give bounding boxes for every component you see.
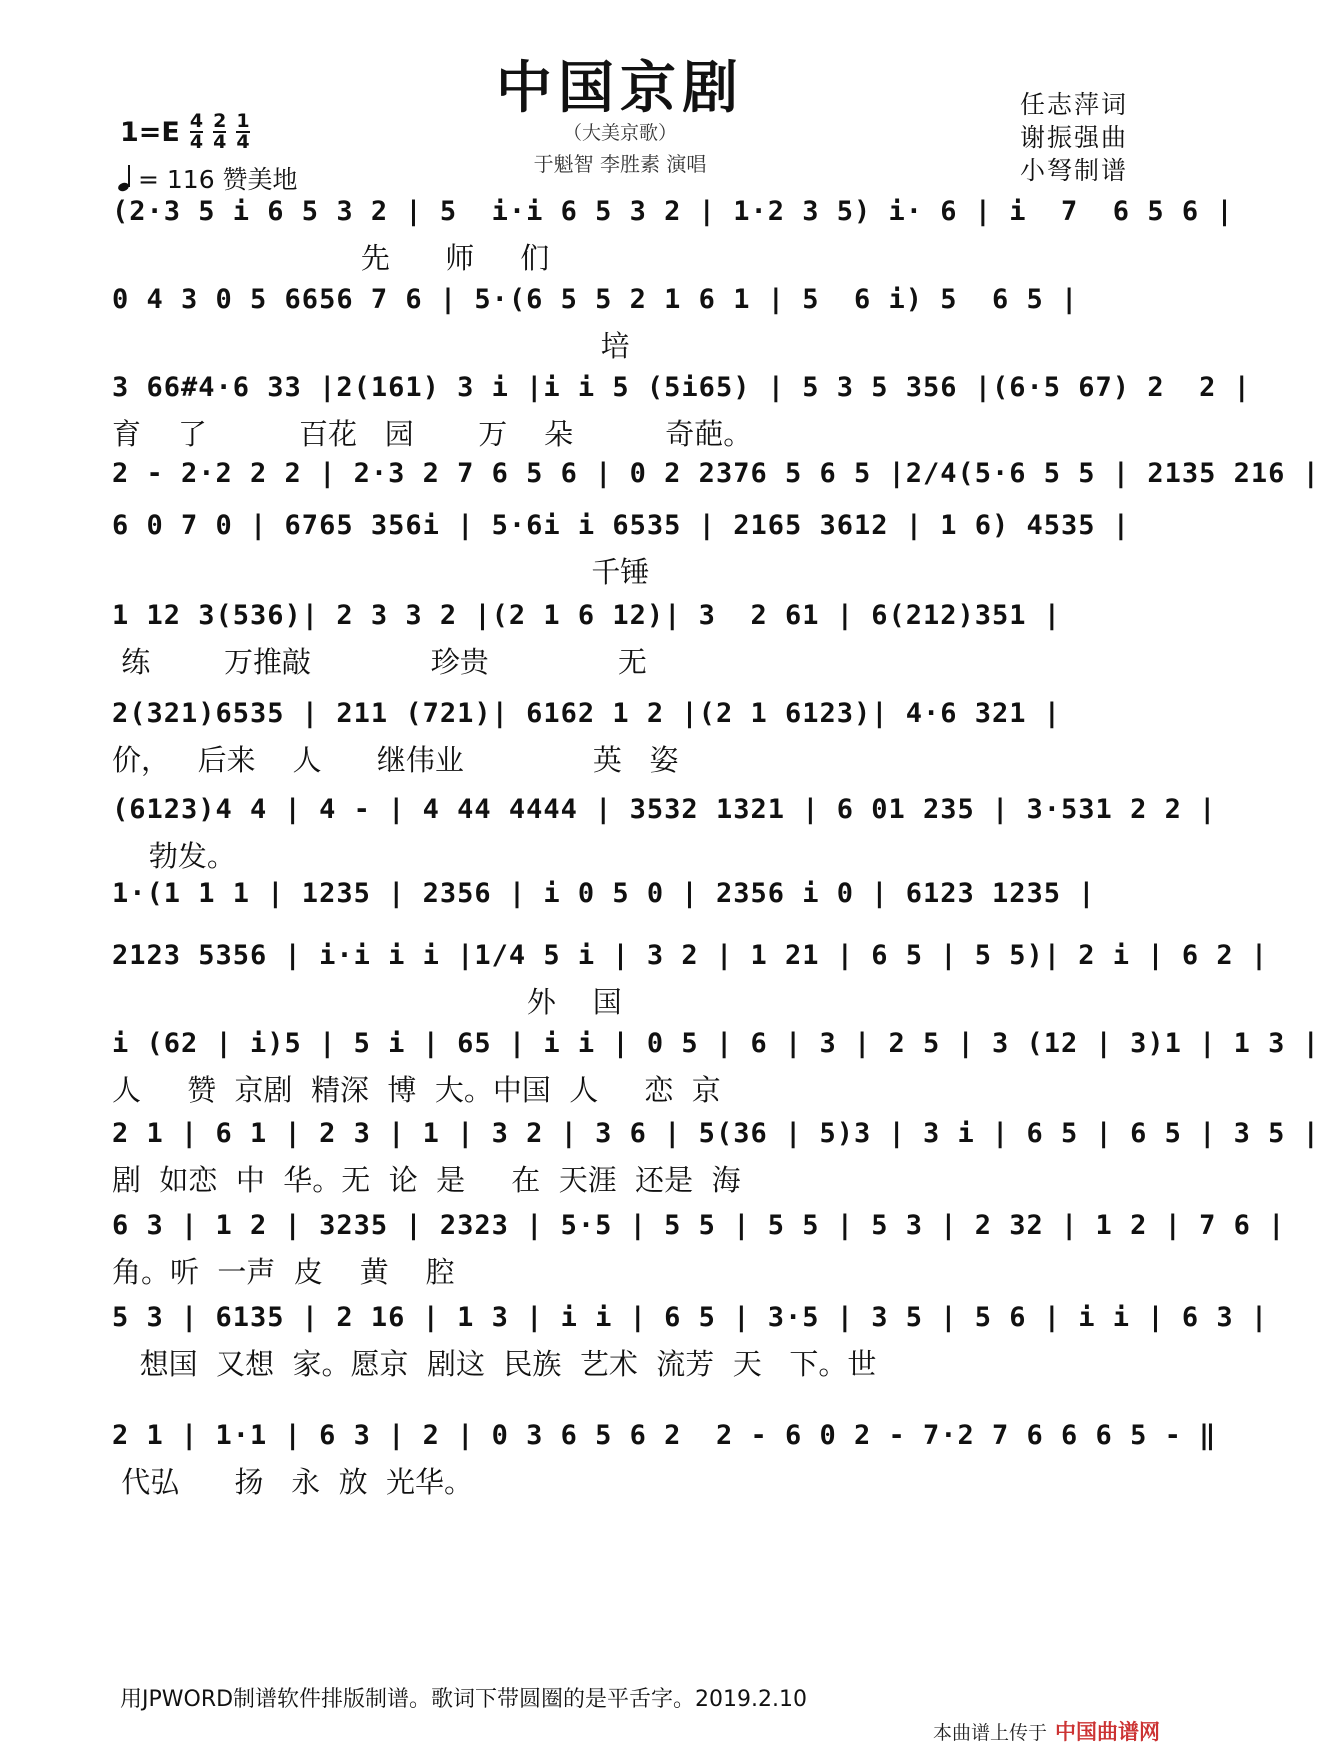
- lyric-row: 角。听 一声 皮 黄 腔: [112, 1255, 455, 1289]
- credits: [1020, 88, 1128, 187]
- lyric-row: 千锤: [112, 555, 650, 589]
- notation-row: 2 - 2·2 2 2 | 2·3 2 7 6 5 6 | 0 2 2376 5 6 5 |2/4(5·6 5 5 | 2135 216 |: [112, 458, 1320, 489]
- quarter-note-icon: [118, 165, 132, 191]
- time-signature-2: $\frac{2}{4}$: [213, 110, 227, 153]
- footer-note: 用JPWORD制谱软件排版制谱。歌词下带圆圈的是平舌字。2019.2.10: [120, 1687, 808, 1712]
- composer-credit: 谢振强曲: [1019, 123, 1128, 152]
- song-title: 中国京剧: [496, 56, 744, 121]
- notation-row: 2 1 | 6 1 | 2 3 | 1 | 3 2 | 3 6 | 5(36 | 5)3 | 3 i | 6 5 | 6 5 | 3 5 |: [112, 1118, 1320, 1149]
- time-signature-1: $\frac{4}{4}$: [189, 110, 204, 153]
- notation-row: 2(321)6535 | 211 (721)| 6162 1 2 |(2 1 6123)| 4·6 321 |: [112, 698, 1062, 729]
- lyric-row: 外 国: [112, 985, 622, 1019]
- notation-row: 3 66#4·6 33 |2(161) 3 i |i i 5 (5i65) | 5 3 5 356 |(6·5 67) 2 2 |: [112, 372, 1251, 403]
- notation-row: 2 1 | 1·1 | 6 3 | 2 | 0 3 6 5 6 2 2 - 6 0 2 - 7·2 7 6 6 6 5 - ‖: [112, 1420, 1217, 1451]
- lyric-row: 想国 又想 家。愿京 剧这 民族 艺术 流芳 天 下。世: [112, 1347, 877, 1381]
- song-subtitle: （大美京歌）: [562, 122, 677, 144]
- lyric-row: 先 师 们: [112, 241, 550, 275]
- tempo-label: = 116 赞美地: [138, 165, 298, 194]
- notation-row: 5 3 | 6135 | 2 16 | 1 3 | i i | 6 5 | 3·5 | 3 5 | 5 6 | i i | 6 3 |: [112, 1302, 1269, 1333]
- lyric-row: 勃发。: [112, 839, 236, 873]
- notation-row: i (62 | i)5 | 5 i | 65 | i i | 0 5 | 6 | 3 | 2 5 | 3 (12 | 3)1 | 1 3 |: [112, 1028, 1320, 1059]
- lyric-row: 育 了 百花 园 万 朵 奇葩。: [112, 417, 753, 451]
- site-logo: 中国曲谱网: [1055, 1720, 1160, 1744]
- watermark-text: 本曲谱上传于: [932, 1721, 1047, 1744]
- tempo-marking: [118, 160, 298, 196]
- time-signature-3: $\frac{1}{4}$: [236, 110, 250, 153]
- lyricist-credit: 任志萍词: [1019, 90, 1128, 119]
- lyric-row: 培: [112, 329, 630, 363]
- notation-row: (2·3 5 i 6 5 3 2 | 5 i·i 6 5 3 2 | 1·2 3 5) i· 6 | i 7 6 5 6 |: [112, 196, 1234, 227]
- lyric-row: 练 万推敲 珍贵 无: [112, 645, 647, 679]
- lyric-row: 剧 如恋 中 华。无 论 是 在 天涯 还是 海: [112, 1163, 741, 1197]
- notation-row: 6 3 | 1 2 | 3235 | 2323 | 5·5 | 5 5 | 5 5 | 5 3 | 2 32 | 1 2 | 7 6 |: [112, 1210, 1286, 1241]
- watermark: [933, 1716, 1160, 1746]
- performers: 于魁智 李胜素 演唱: [533, 152, 707, 176]
- notation-row: 6 0 7 0 | 6765 356i | 5·6i i 6535 | 2165 3612 | 1 6) 4535 |: [112, 510, 1131, 541]
- lyric-row: 代弘 扬 永 放 光华。: [112, 1465, 474, 1499]
- notation-credit: 小弩制谱: [1019, 156, 1128, 185]
- key-signature: [120, 112, 250, 152]
- notation-row: 1·(1 1 1 | 1235 | 2356 | i 0 5 0 | 2356 i 0 | 6123 1235 |: [112, 878, 1096, 909]
- notation-row: (6123)4 4 | 4 - | 4 44 4444 | 3532 1321 | 6 01 235 | 3·531 2 2 |: [112, 794, 1217, 825]
- key-label: 1=E: [120, 116, 180, 148]
- notation-row: 1 12 3(536)| 2 3 3 2 |(2 1 6 12)| 3 2 61 | 6(212)351 |: [112, 600, 1062, 631]
- lyric-row: 价， 后来 人 继伟业 英 姿: [112, 743, 679, 777]
- notation-row: 0 4 3 0 5 6656 7 6 | 5·(6 5 5 2 1 6 1 | 5 6 i) 5 6 5 |: [112, 284, 1079, 315]
- lyric-row: 人 赞 京剧 精深 博 大。中国 人 恋 京: [112, 1073, 721, 1107]
- notation-row: 2123 5356 | i·i i i |1/4 5 i | 3 2 | 1 21 | 6 5 | 5 5)| 2 i | 6 2 |: [112, 940, 1269, 971]
